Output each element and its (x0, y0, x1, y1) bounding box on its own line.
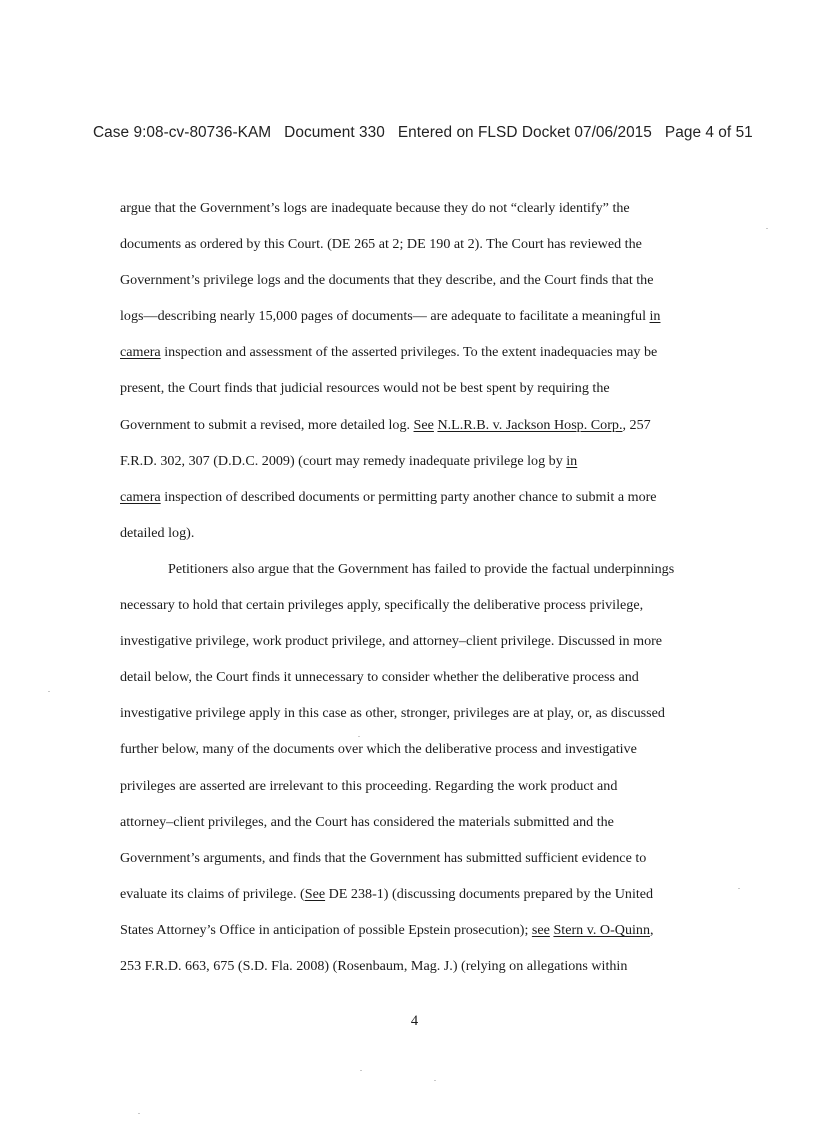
text-line: Government’s privilege logs and the documents that they describe, and the Court finds that the (120, 272, 654, 289)
paragraph-start: Petitioners also argue that the Government has failed to provide the factual underpinnings (168, 560, 675, 577)
scan-speck (48, 691, 50, 692)
case-number: Case 9:08-cv-80736-KAM (93, 124, 272, 141)
text-line: detailed log). (120, 524, 195, 541)
docket-entry: Entered on FLSD Docket 07/06/2015 (397, 124, 652, 141)
text-line: documents as ordered by this Court. (DE 265 at 2; DE 190 at 2). The Court has reviewed the (120, 236, 642, 253)
text-line: Government to submit a revised, more detailed log. See N.L.R.B. v. Jackson Hosp. Corp., 257 (120, 416, 651, 433)
text-line: argue that the Government’s logs are inadequate because they do not “clearly identify” the (120, 200, 630, 216)
text-line: evaluate its claims of privilege. (See DE 238-1) (discussing documents prepared by the United (120, 885, 654, 902)
text-line: 253 F.R.D. 663, 675 (S.D. Fla. 2008) (Rosenbaum, Mag. J.) (relying on allegations within (120, 957, 628, 974)
page-number: 4 (410, 1013, 419, 1029)
case-citation: N.L.R.B. v. Jackson Hosp. Corp. (437, 416, 623, 433)
document-number: Document 330 (284, 124, 385, 141)
text-line: attorney–client privileges, and the Court has considered the materials submitted and the (120, 813, 614, 830)
scan-speck (138, 1113, 140, 1114)
body-text (120, 196, 740, 990)
scan-speck (434, 1080, 436, 1081)
docket-header (93, 124, 753, 142)
page-indicator: Page 4 of 51 (664, 124, 753, 141)
text-line: Government’s arguments, and finds that the Government has submitted sufficient evidence to (120, 849, 647, 866)
text-line: detail below, the Court finds it unnecessary to consider whether the deliberative process and (120, 669, 639, 686)
text-line: investigative privilege, work product privilege, and attorney–client privilege. Discussed in more (120, 633, 663, 650)
scan-speck (358, 736, 360, 737)
text-line: camera inspection and assessment of the asserted privileges. To the extent inadequacies may be (120, 344, 658, 361)
text-line: States Attorney’s Office in anticipation of possible Epstein prosecution); see Stern v. O-Quinn, (120, 921, 654, 938)
text-line: privileges are asserted are irrelevant to this proceeding. Regarding the work product and (120, 777, 618, 794)
text-line: investigative privilege apply in this case as other, stronger, privileges are at play, or, as discussed (120, 705, 665, 722)
text-line: F.R.D. 302, 307 (D.D.C. 2009) (court may remedy inadequate privilege log by in (120, 452, 578, 469)
scan-speck (766, 228, 768, 229)
text-line: further below, many of the documents over which the deliberative process and investigative (120, 741, 637, 758)
text-line: logs—describing nearly 15,000 pages of documents— are adequate to facilitate a meaningful in (120, 308, 661, 325)
case-citation: Stern v. O-Quinn (553, 921, 650, 938)
text-line: necessary to hold that certain privileges apply, specifically the deliberative process privilege, (120, 597, 644, 614)
scan-speck (360, 1070, 362, 1071)
text-line: camera inspection of described documents or permitting party another chance to submit a more (120, 488, 657, 505)
scan-speck (738, 888, 740, 889)
text-line: present, the Court finds that judicial resources would not be best spent by requiring the (120, 380, 610, 397)
